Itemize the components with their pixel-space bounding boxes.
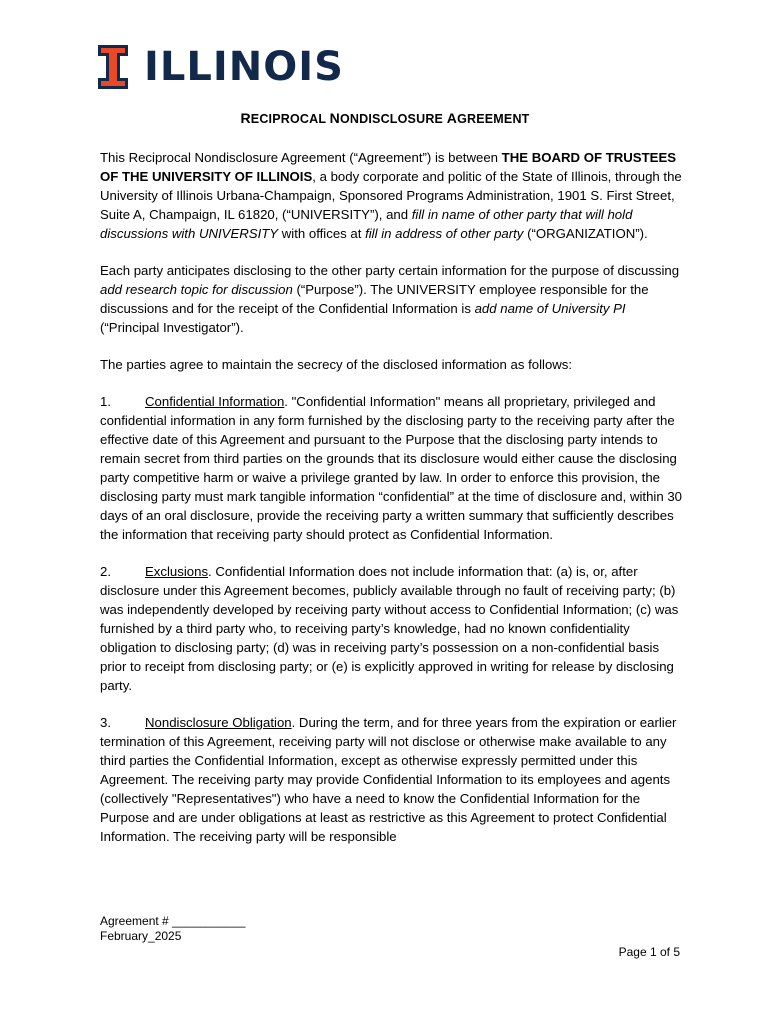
section-confidential-information: 1. Confidential Information. "Confidential Information" means all proprietary, privileged and confidential information in any form furnished by the disclosing party to the receiving party after the effective date of this Agreement and pursuant to the Purpose that the disclosing party intends to remain secret from third parties on the grounds that its disclosure would either cause the disclosing party competitive harm or waive a privilege granted by law. In order to enforce this provision, the disclosing party must mark tangible information “confidential” at the time of disclosure and, within 30 days of an oral disclosure, provide the receiving party a written summary that sufficiently describes the information that receiving party should protect as Confidential Information. [100, 394, 682, 542]
agreement-statement: The parties agree to maintain the secrecy of the disclosed information as follows: [100, 357, 573, 372]
logo-wordmark: ILLINOIS [144, 44, 344, 90]
document-body [100, 148, 682, 864]
page-number: Page 1 of 5 [618, 945, 680, 959]
purpose-paragraph: Each party anticipates disclosing to the other party certain information for the purpose of discussing add research topic for discussion (“Purpose”). The UNIVERSITY employee responsible for the discussions and for the receipt of the Confidential Information is add name of University PI (“Principal Investigator”). [100, 263, 680, 335]
footer-left [100, 914, 245, 944]
illinois-logo [98, 45, 344, 89]
footer-date: February_2025 [100, 929, 182, 943]
document-title: RECIPROCAL NONDISCLOSURE AGREEMENT [240, 110, 530, 126]
block-i-icon [98, 45, 128, 89]
section-nondisclosure-obligation: 3. Nondisclosure Obligation. During the term, and for three years from the expiration or earlier termination of this Agreement, receiving party will not disclose or otherwise make available to any third parties the Confidential Information, except as otherwise expressly permitted under this Agreement. The receiving party may provide Confidential Information to its employees and agents (collectively "Representatives") who have a need to know the Confidential Information for the Purpose and are under obligations at least as restrictive as this Agreement to protect Confidential Information. The receiving party will be responsible [100, 715, 677, 844]
agreement-number: Agreement # ___________ [100, 914, 246, 928]
section-exclusions: 2. Exclusions. Confidential Information does not include information that: (a) is, or, after disclosure under this Agreement becomes, publicly available through no fault of receiving party; (b) was independently developed by receiving party without access to Confidential Information; (c) was furnished by a third party who, to receiving party’s knowledge, had no known confidentiality obligation to disclosing party; (d) was in receiving party’s possession on a non-confidential basis prior to receipt from disclosing party; or (e) is explicitly approved in writing for release by disclosing party. [100, 564, 679, 693]
intro-paragraph: This Reciprocal Nondisclosure Agreement (“Agreement”) is between THE BOARD OF TRUSTEES OF THE UNIVERSITY OF ILLINOIS, a body corporate and politic of the State of Illinois, through the University of Illinois Urbana-Champaign, Sponsored Programs Administration, 1901 S. First Street, Suite A, Champaign, IL 61820, (“UNIVERSITY”), and fill in name of other party that will hold discussions with UNIVERSITY with offices at fill in address of other party (“ORGANIZATION”). [100, 150, 682, 241]
